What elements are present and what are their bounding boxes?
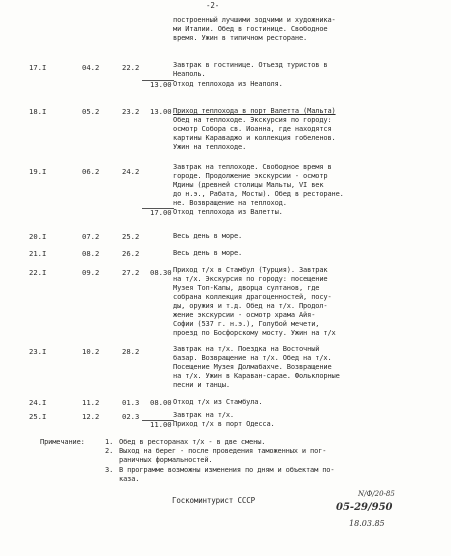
entry-line: Завтрак на теплоходе. Свободное время в bbox=[173, 163, 332, 171]
date-cell: 25.I bbox=[29, 412, 47, 421]
ch-date-cell: 04.2 bbox=[82, 63, 100, 72]
entry-line: Отход теплохода из Неаполя. bbox=[173, 80, 283, 88]
mt-date-cell: 25.2 bbox=[122, 232, 140, 241]
entry-line: собрана коллекция драгоценностей, посу- bbox=[173, 293, 332, 301]
row-rule bbox=[142, 420, 174, 421]
intro-line: ми Италии. Обед в гостинице. Свободное bbox=[173, 25, 328, 33]
entry-line: песни и танцы. bbox=[173, 381, 230, 389]
note-number: 1. bbox=[105, 438, 114, 446]
note-line: Обед в ресторанах т/х - в две смены. bbox=[119, 438, 266, 446]
page-number: -2- bbox=[206, 1, 220, 10]
time-cell: 08.30 bbox=[150, 268, 172, 277]
entry-line: Музея Топ-Капы, дворца султанов, где bbox=[173, 284, 320, 292]
mt-date-cell: 24.2 bbox=[122, 167, 140, 176]
date-cell: 19.I bbox=[29, 167, 47, 176]
entry-line: Софии (537 г. н.э.), Голубой мечети, bbox=[173, 320, 320, 328]
entry-line: Приход т/х в Стамбул (Турция). Завтрак bbox=[173, 266, 328, 274]
time-cell: 08.00 bbox=[150, 398, 172, 407]
entry-line: городе. Продолжение экскурсии - осмотр bbox=[173, 172, 328, 180]
entry-line: Завтрак на т/х. bbox=[173, 411, 234, 419]
ch-date-cell: 06.2 bbox=[82, 167, 100, 176]
entry-line: Неаполь. bbox=[173, 70, 206, 78]
entry-line: до н.э., Рабата, Мосты). Обед в ресторане. bbox=[173, 190, 344, 198]
row-rule bbox=[142, 208, 174, 209]
intro-line: время. Ужин в типичном ресторане. bbox=[173, 34, 308, 42]
handwritten-note: N/Ф/20-85 bbox=[358, 490, 395, 498]
mt-date-cell: 23.2 bbox=[122, 107, 140, 116]
signature: Госкоминтурист СССР bbox=[172, 496, 255, 505]
entry-line: Весь день в море. bbox=[173, 232, 243, 240]
intro-line: построенный лучшими зодчими и художника- bbox=[173, 16, 336, 24]
date-cell: 20.I bbox=[29, 232, 47, 241]
time-cell: 11.00 bbox=[150, 420, 172, 429]
mt-date-cell: 26.2 bbox=[122, 249, 140, 258]
ch-date-cell: 05.2 bbox=[82, 107, 100, 116]
date-cell: 21.I bbox=[29, 249, 47, 258]
date-cell: 18.I bbox=[29, 107, 47, 116]
row-rule bbox=[142, 80, 174, 81]
note-line: Выход на берег - после проведения таможенных и пог- bbox=[119, 447, 327, 455]
entry-line: ды, оружия и т.д. Обед на т/х. Продол- bbox=[173, 302, 328, 310]
mt-date-cell: 01.3 bbox=[122, 398, 140, 407]
mt-date-cell: 22.2 bbox=[122, 63, 140, 72]
entry-line: Отход т/х из Стамбула. bbox=[173, 398, 263, 406]
entry-line: Обед на теплоходе. Экскурсия по городу: bbox=[173, 116, 332, 124]
ch-date-cell: 08.2 bbox=[82, 249, 100, 258]
ch-date-cell: 09.2 bbox=[82, 268, 100, 277]
entry-line: жение экскурсии - осмотр храма Айя- bbox=[173, 311, 316, 319]
entry-line: Завтрак в гостинице. Отъезд туристов в bbox=[173, 61, 328, 69]
entry-line: Отход теплохода из Валетты. bbox=[173, 208, 283, 216]
date-cell: 22.I bbox=[29, 268, 47, 277]
ch-date-cell: 10.2 bbox=[82, 347, 100, 356]
note-number: 3. bbox=[105, 466, 114, 474]
note-line: В программе возможны изменения по дням и объектам по- bbox=[119, 466, 335, 474]
entry-line: Ужин на теплоходе. bbox=[173, 143, 247, 151]
notes-label: Примечание: bbox=[40, 438, 85, 446]
entry-line: Посещение Музея Долмабахче. Возвращение bbox=[173, 363, 332, 371]
mt-date-cell: 27.2 bbox=[122, 268, 140, 277]
date-cell: 23.I bbox=[29, 347, 47, 356]
time-cell: 13.00 bbox=[150, 80, 172, 89]
entry-line: Весь день в море. bbox=[173, 249, 243, 257]
entry-line: осмотр Собора св. Иоанна, где находятся bbox=[173, 125, 332, 133]
entry-line: Приход теплохода в порт Валетта (Мальта) bbox=[173, 107, 336, 115]
entry-line: проезд по Босфорскому мосту. Ужин на т/х bbox=[173, 329, 336, 337]
ch-date-cell: 12.2 bbox=[82, 412, 100, 421]
entry-line: не. Возвращение на теплоход. bbox=[173, 199, 287, 207]
note-line: каза. bbox=[119, 475, 140, 483]
entry-line: Мдины (древней столицы Мальты, VI век bbox=[173, 181, 324, 189]
mt-date-cell: 02.3 bbox=[122, 412, 140, 421]
time-cell: 17.00 bbox=[150, 208, 172, 217]
date-cell: 17.I bbox=[29, 63, 47, 72]
entry-line: картины Караваджо и коллекция гобеленов. bbox=[173, 134, 336, 142]
note-line: раничных формальностей. bbox=[119, 456, 213, 464]
entry-line: базар. Возвращение на т/х. Обед на т/х. bbox=[173, 354, 332, 362]
entry-line: Приход т/х в порт Одесса. bbox=[173, 420, 275, 428]
handwritten-note: 18.03.85 bbox=[349, 519, 385, 528]
note-number: 2. bbox=[105, 447, 114, 455]
mt-date-cell: 28.2 bbox=[122, 347, 140, 356]
time-cell: 13.00 bbox=[150, 107, 172, 116]
entry-line: на т/х. Экскурсия по городу: посещение bbox=[173, 275, 328, 283]
ch-date-cell: 11.2 bbox=[82, 398, 100, 407]
entry-line: Завтрак на т/х. Поездка на Восточный bbox=[173, 345, 320, 353]
ch-date-cell: 07.2 bbox=[82, 232, 100, 241]
entry-line: на т/х. Ужин в Караван-сарае. Фольклорные bbox=[173, 372, 340, 380]
handwritten-note: 05-29/950 bbox=[336, 502, 393, 513]
date-cell: 24.I bbox=[29, 398, 47, 407]
